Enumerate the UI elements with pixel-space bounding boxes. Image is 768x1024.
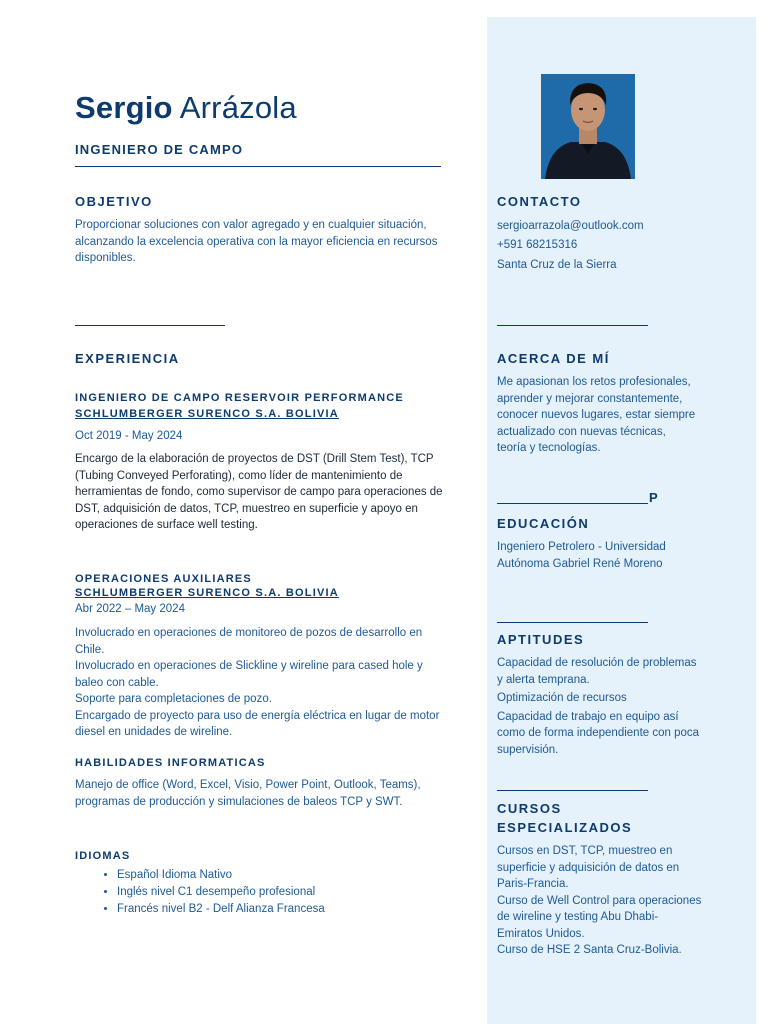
skills-list (497, 655, 702, 758)
header-divider (75, 166, 441, 167)
section-divider (497, 503, 648, 504)
education-text: Ingeniero Petrolero - Universidad Autónoma Gabriel René Moreno (497, 541, 666, 570)
about-heading: ACERCA DE MÍ (497, 351, 610, 366)
contact-email[interactable]: sergioarrazola@outlook.com (497, 220, 644, 232)
languages-list (75, 867, 477, 918)
profile-photo (541, 74, 635, 179)
skill-item: Optimización de recursos (497, 692, 627, 704)
courses-list (497, 843, 702, 959)
job-company: SCHLUMBERGER SURENCO S.A. BOLIVIA (75, 587, 339, 599)
job-title: INGENIERO DE CAMPO RESERVOIR PERFORMANCE (75, 392, 404, 404)
job-duty: Encargado de proyecto para uso de energía eléctrica en lugar de motor diesel en unidades de wireline. (75, 709, 440, 738)
section-divider (497, 790, 648, 791)
last-name: Arrázola (179, 90, 297, 125)
language-item: • Español Idioma Nativo (117, 867, 477, 884)
course-item: Cursos en DST, TCP, muestreo en superficie y adquisición de datos en Paris-Francia. (497, 845, 680, 890)
about-text: Me apasionan los retos profesionales, aprender y mejorar constantemente, conocer nuevos lugares, estar siempre actualizado con nuevas técnicas, teoría y tecnologías. (497, 376, 696, 454)
courses-heading-line1: CURSOS (497, 801, 562, 816)
job-duties (75, 625, 445, 741)
contact-phone: +591 68215316 (497, 239, 578, 251)
job-dates: Abr 2022 – May 2024 (75, 603, 185, 615)
job-duty: Involucrado en operaciones de monitoreo de pozos de desarrollo en Chile. (75, 627, 423, 656)
skill-item: Capacidad de trabajo en equipo así como de forma independiente con poca supervisión. (497, 710, 700, 756)
it-skills-text: Manejo de office (Word, Excel, Visio, Power Point, Outlook, Teams), programas de producción y simulaciones de baleos TCP y SWT. (75, 779, 421, 808)
job-company: SCHLUMBERGER SURENCO S.A. BOLIVIA (75, 408, 339, 420)
it-skills-heading: HABILIDADES INFORMATICAS (75, 757, 266, 769)
job-dates: Oct 2019 - May 2024 (75, 430, 183, 442)
objective-heading: OBJETIVO (75, 194, 153, 209)
education-heading: EDUCACIÓN (497, 516, 590, 531)
job-description: Encargo de la elaboración de proyectos de DST (Drill Stem Test), TCP (Tubing Conveyed Perforating), como líder de mantenimiento de herramientas de fondo, como supervisor de campo para operaciones de DST, adquisición de datos, TCP, muestreo en superficie y apoyo en operaciones de surface well testing. (75, 453, 443, 531)
contact-location: Santa Cruz de la Sierra (497, 259, 617, 271)
experience-heading: EXPERIENCIA (75, 351, 180, 366)
section-divider (75, 325, 225, 326)
objective-text: Proporcionar soluciones con valor agregado y en cualquier situación, alcanzando la excelencia operativa con la mayor eficiencia en recursos disponibles. (75, 219, 438, 264)
languages-heading: IDIOMAS (75, 850, 131, 862)
contact-heading: CONTACTO (497, 194, 582, 209)
first-name: Sergio (75, 90, 173, 125)
course-item: Curso de HSE 2 Santa Cruz-Bolivia. (497, 944, 682, 956)
skill-item: Capacidad de resolución de problemas y alerta temprana. (497, 657, 697, 686)
course-item: Curso de Well Control para operaciones de wireline y testing Abu Dhabi-Emiratos Unidos. (497, 894, 702, 940)
stray-letter: P (649, 490, 660, 505)
job-duty: Involucrado en operaciones de Slickline y wireline para cased hole y baleo con cable. (75, 660, 423, 689)
section-divider (497, 325, 648, 326)
language-item: • Francés nivel B2 - Delf Alianza Francesa (117, 901, 477, 918)
courses-heading-line2: ESPECIALIZADOS (497, 820, 633, 835)
skills-heading: APTITUDES (497, 632, 585, 647)
job-role: INGENIERO DE CAMPO (75, 142, 244, 157)
job-duty: Soporte para completaciones de pozo. (75, 693, 272, 705)
section-divider (497, 622, 648, 623)
language-item: • Inglés nivel C1 desempeño profesional (117, 884, 477, 901)
job-title: OPERACIONES AUXILIARES (75, 573, 252, 585)
candidate-name (75, 90, 297, 126)
